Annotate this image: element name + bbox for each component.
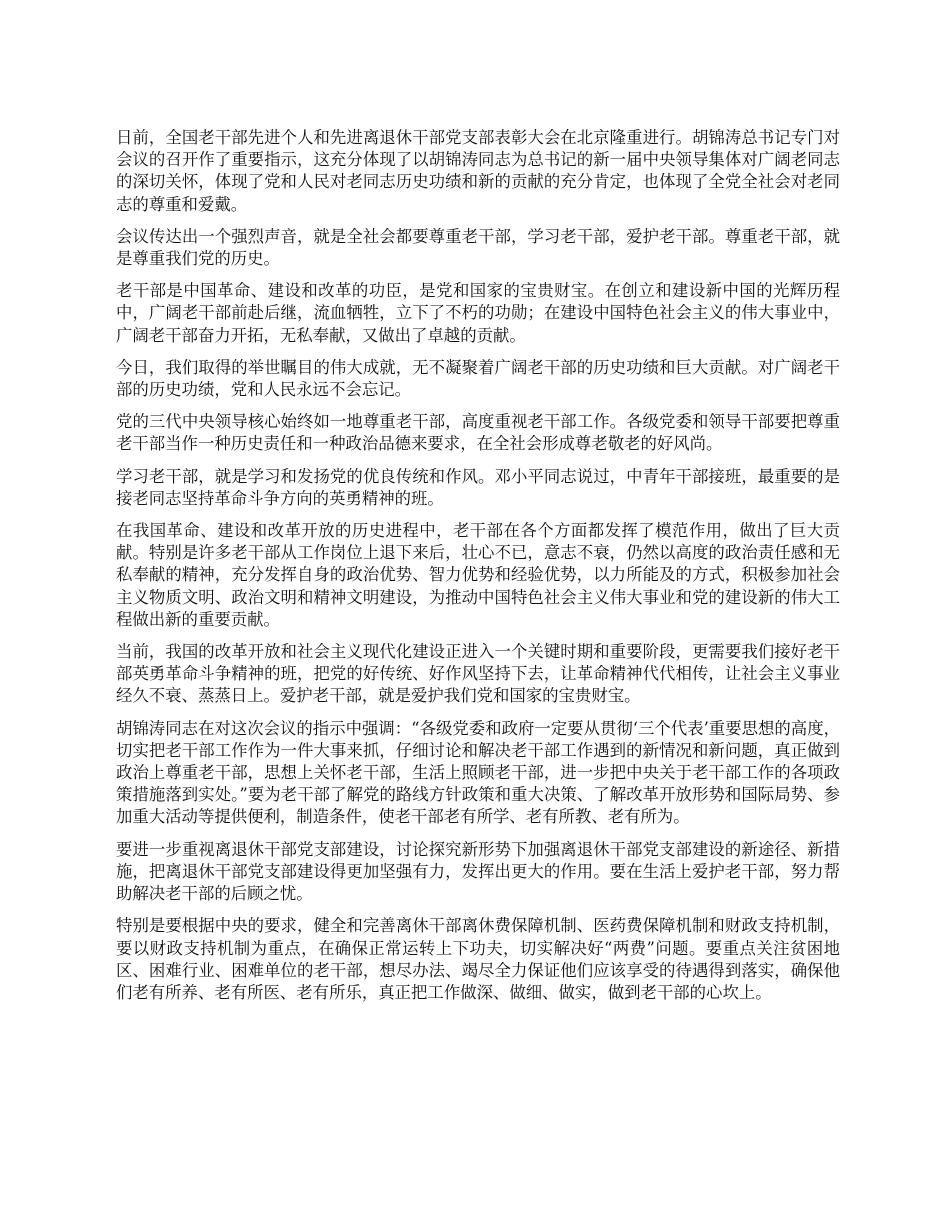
paragraph-11: 特别是要根据中央的要求，健全和完善离休干部离休费保障机制、医药费保障机制和财政支持机制，要以财政支持机制为重点，在确保正常运转上下功夫，切实解决好“两费”问题。要重点关注贫困地区、困难行业、困难单位的老干部，想尽办法、竭尽全力保证他们应该享受的待遇得到落实，确保他们老有所养、老有所医、老有所乐，真正把工作做深、做细、做实，做到老干部的心坎上。 [116,916,840,1002]
paragraph-4: 今日，我们取得的举世瞩目的伟大成就，无不凝聚着广阔老干部的历史功绩和巨大贡献。对广阔老干部的历史功绩，党和人民永远不会忘记。 [116,357,840,400]
paragraph-10: 要进一步重视离退休干部党支部建设，讨论探究新形势下加强离退休干部党支部建设的新途径、新措施，把离退休干部党支部建设得更加坚强有力，发挥出更大的作用。要在生活上爱护老干部，努力帮助解决老干部的后顾之忧。 [116,839,840,904]
document-body [116,127,840,1014]
paragraph-5: 党的三代中央领导核心始终如一地尊重老干部，高度重视老干部工作。各级党委和领导干部要把尊重老干部当作一种历史责任和一种政治品德来要求，在全社会形成尊老敬老的好风尚。 [116,412,840,454]
paragraph-8: 当前，我国的改革开放和社会主义现代化建设正进入一个关键时期和重要阶段，更需要我们接好老干部英勇革命斗争精神的班，把党的好传统、好作风坚持下去，让革命精神代代相传，让社会主义事业经久不衰、蒸蒸日上。爱护老干部，就是爱护我们党和国家的宝贵财宝。 [116,642,840,706]
paragraph-6: 学习老干部，就是学习和发扬党的优良传统和作风。邓小平同志说过，中青年干部接班，最重要的是接老同志坚持革命斗争方向的英勇精神的班。 [116,466,840,508]
paragraph-2: 会议传达出一个强烈声音，就是全社会都要尊重老干部，学习老干部，爱护老干部。尊重老干部，就是尊重我们党的历史。 [116,226,840,269]
paragraph-1: 日前，全国老干部先进个人和先进离退休干部党支部表彰大会在北京隆重进行。胡锦涛总书记专门对会议的召开作了重要指示，这充分体现了以胡锦涛同志为总书记的新一届中央领导集体对广阔老同志的深切关怀，体现了党和人民对老同志历史功绩和新的贡献的充分肯定，也体现了全党全社会对老同志的尊重和爱戴。 [116,128,840,214]
paragraph-9: 胡锦涛同志在对这次会议的指示中强调：“各级党委和政府一定要从贯彻‘三个代表’重要思想的高度，切实把老干部工作作为一件大事来抓，仔细讨论和解决老干部工作遇到的新情况和新问题，真正做到政治上尊重老干部，思想上关怀老干部，生活上照顾老干部，进一步把中央关于老干部工作的各项政策措施落到实处。”要为老干部了解党的路线方针政策和重大决策、了解改革开放形势和国际局势、参加重大活动等提供便利，制造条件，使老干部老有所学、老有所教、老有所为。 [116,718,840,827]
paragraph-3: 老干部是中国革命、建设和改革的功臣，是党和国家的宝贵财宝。在创立和建设新中国的光辉历程中，广阔老干部前赴后继，流血牺牲，立下了不朽的功勋；在建设中国特色社会主义的伟大事业中，广阔老干部奋力开拓，无私奉献，又做出了卓越的贡献。 [116,281,840,345]
paragraph-7: 在我国革命、建设和改革开放的历史进程中，老干部在各个方面都发挥了模范作用，做出了巨大贡献。特别是许多老干部从工作岗位上退下来后，壮心不已，意志不衰，仍然以高度的政治责任感和无私奉献的精神，充分发挥自身的政治优势、智力优势和经验优势，以力所能及的方式，积极参加社会主义物质文明、政治文明和精神文明建设，为推动中国特色社会主义伟大事业和党的建设新的伟大工程做出新的重要贡献。 [116,521,840,629]
